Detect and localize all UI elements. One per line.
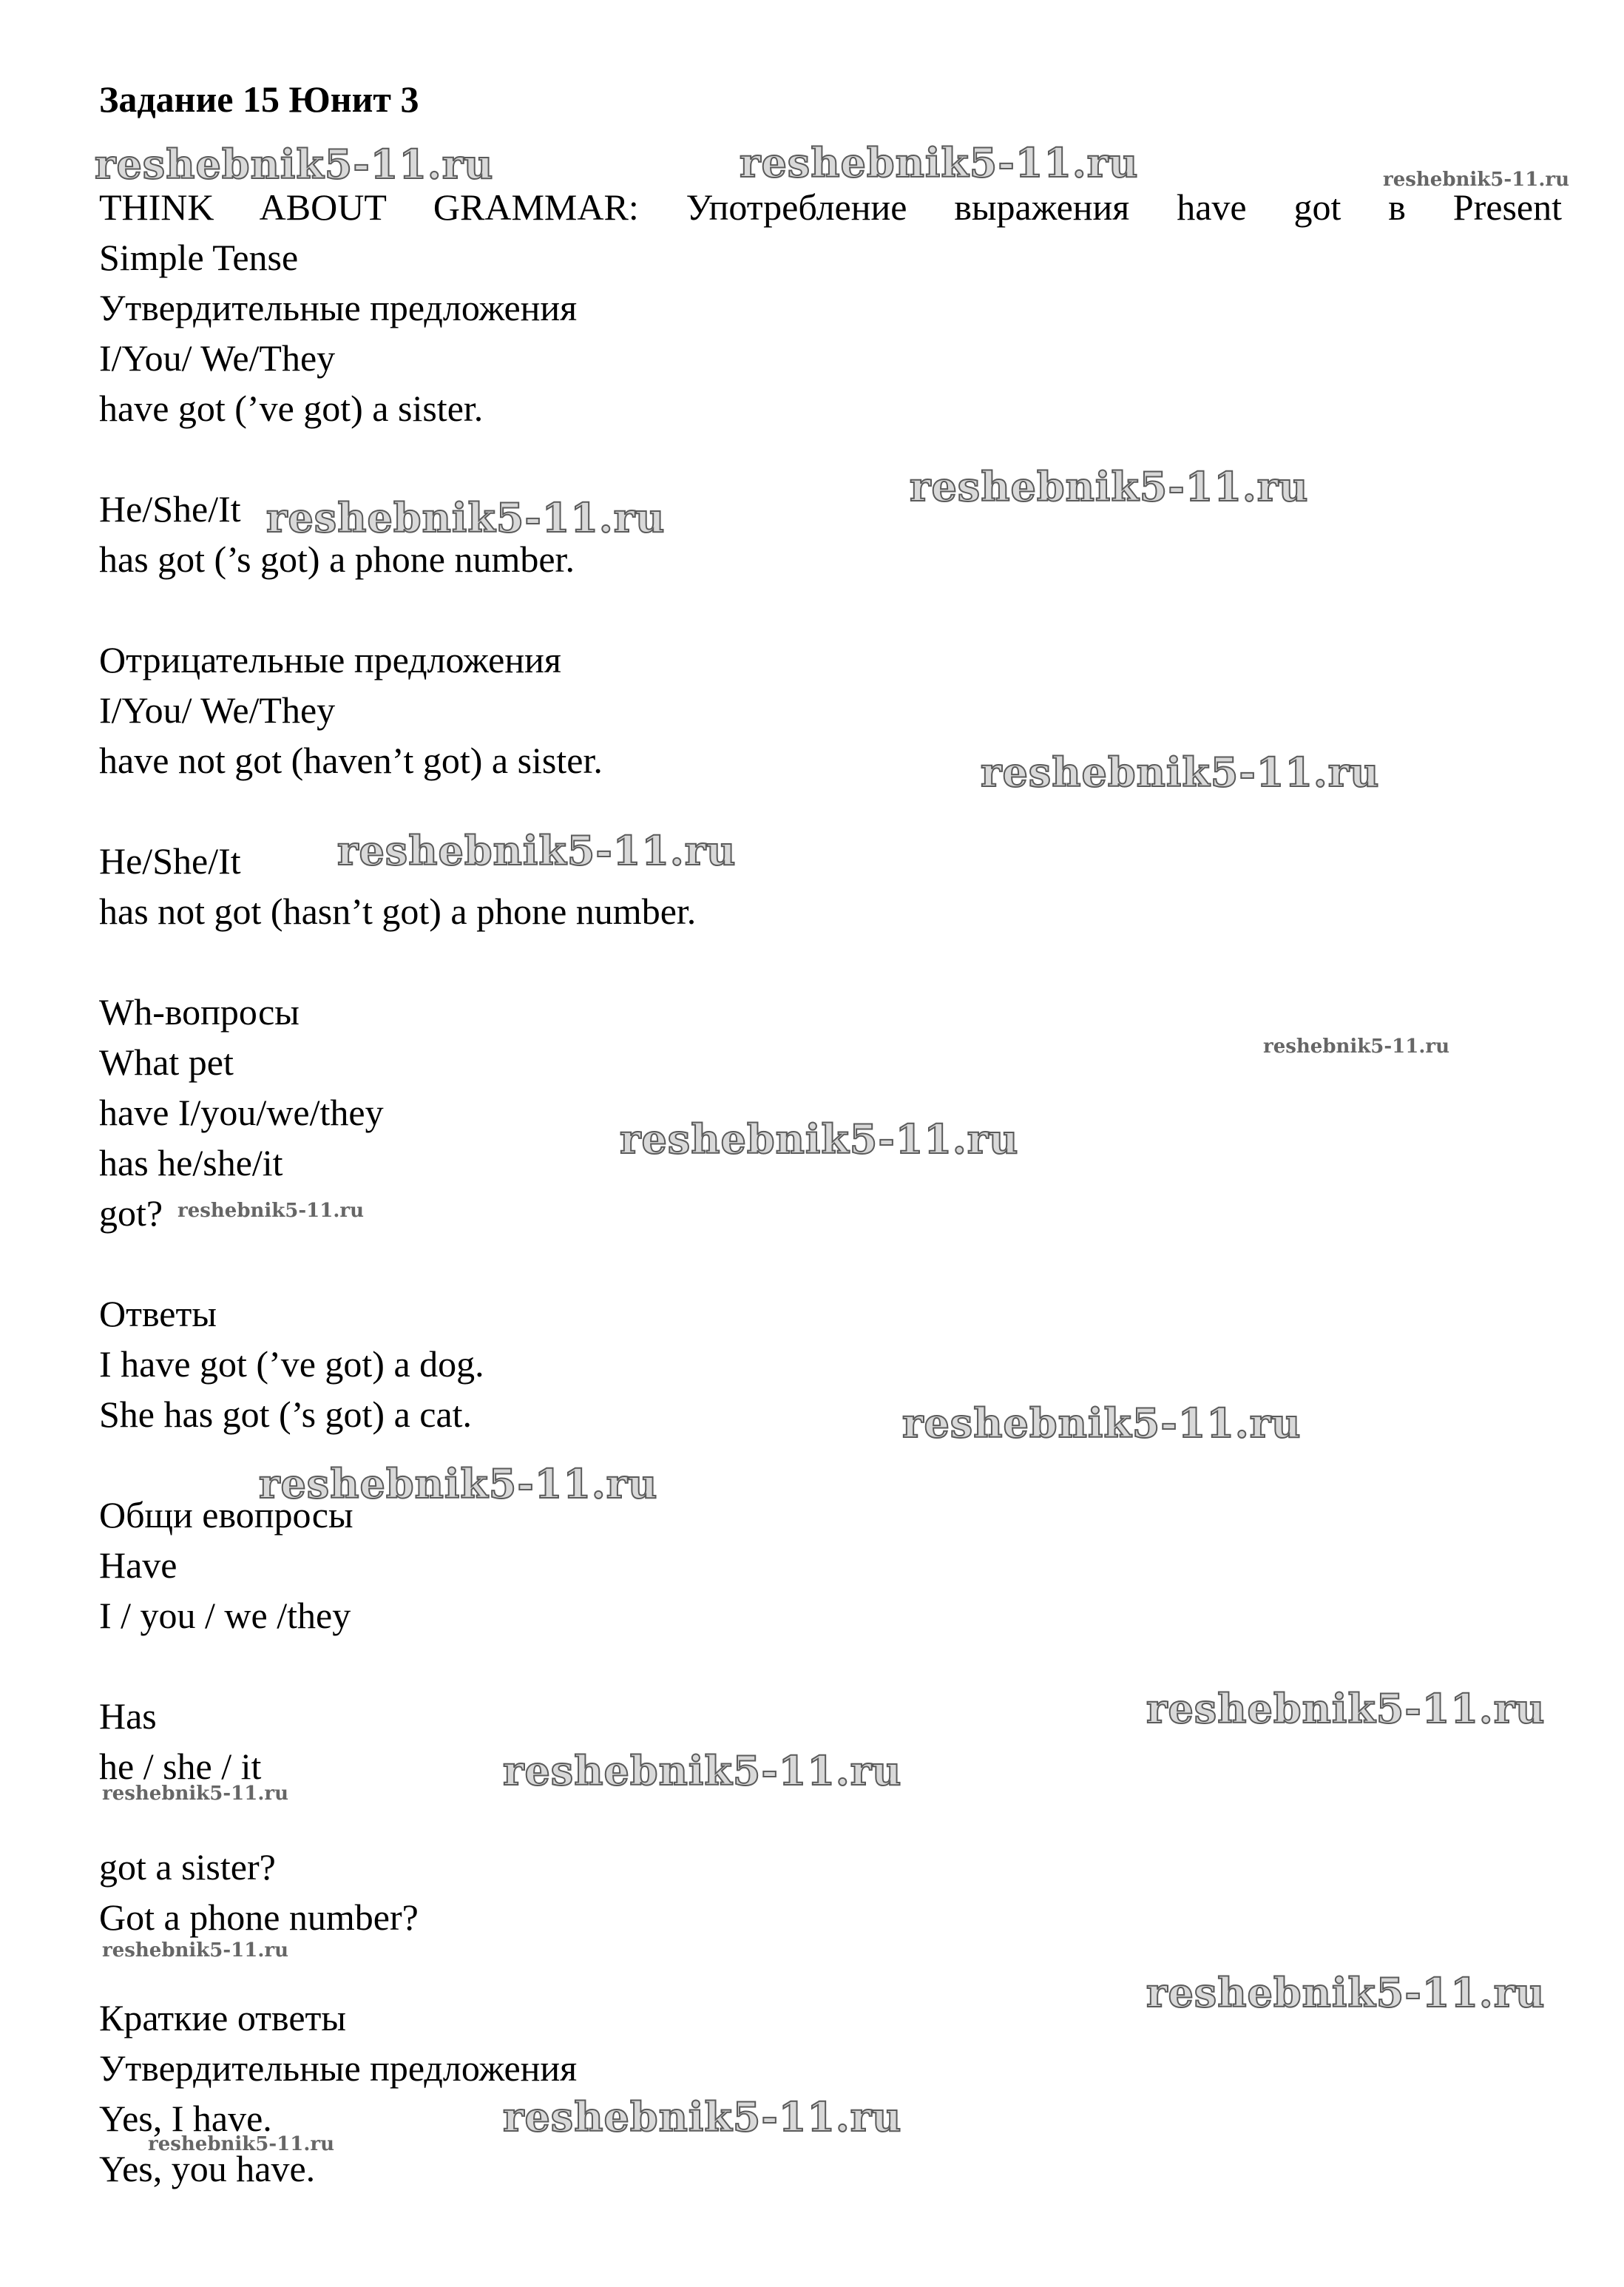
watermark: reshebnik5-11.ru [620,1115,1019,1163]
watermark: reshebnik5-11.ru [910,463,1309,510]
general-questions-line4: he / she / it [99,1746,262,1787]
watermark: reshebnik5-11.ru [1263,1036,1450,1058]
general-questions-line5: got a sister? [99,1846,276,1888]
general-questions-label: Общи евопросы [99,1494,353,1536]
affirmative-label: Утвердительные предложения [99,287,578,328]
watermark: reshebnik5-11.ru [1146,1969,1546,2016]
watermark: reshebnik5-11.ru [1383,169,1570,191]
affirmative-pronouns-singular: He/She/It [99,488,241,530]
general-questions-line1: Have [99,1544,177,1586]
watermark: reshebnik5-11.ru [102,1783,289,1805]
watermark: reshebnik5-11.ru [902,1399,1302,1447]
general-questions-line2: I / you / we /they [99,1595,351,1636]
short-answers-line1: Yes, I have. [99,2098,272,2139]
affirmative-pronouns-plural: I/You/ We/They [99,337,336,379]
watermark: reshebnik5-11.ru [503,2093,902,2141]
watermark: reshebnik5-11.ru [177,1200,365,1222]
grammar-heading-line2: Simple Tense [99,237,299,278]
affirmative-example-singular: has got (’s got) a phone number. [99,538,575,580]
negative-pronouns-singular: He/She/It [99,840,241,882]
short-answers-label: Краткие ответы [99,1997,346,2038]
watermark: reshebnik5-11.ru [1146,1685,1546,1732]
watermark: reshebnik5-11.ru [503,1747,902,1794]
answers-line1: I have got (’ve got) a dog. [99,1343,484,1385]
watermark: reshebnik5-11.ru [102,1939,289,1962]
watermark: reshebnik5-11.ru [266,494,666,541]
negative-label: Отрицательные предложения [99,639,561,680]
general-questions-line6: Got a phone number? [99,1896,419,1938]
watermark: reshebnik5-11.ru [337,827,737,874]
watermark: reshebnik5-11.ru [740,139,1139,186]
short-answers-line2: Yes, you have. [99,2148,316,2189]
wh-questions-label: Wh-вопросы [99,991,300,1033]
answers-line2: She has got (’s got) a cat. [99,1394,473,1435]
watermark: reshebnik5-11.ru [259,1460,658,1507]
short-answers-sublabel: Утвердительные предложения [99,2047,578,2089]
general-questions-line3: Has [99,1695,157,1737]
page-title: Задание 15 Юнит 3 [99,78,419,120]
negative-example-plural: have not got (haven’t got) a sister. [99,740,603,781]
grammar-heading-line1: THINK ABOUT GRAMMAR: Употребление выражения have got в Present [99,186,1562,228]
watermark: reshebnik5-11.ru [95,141,494,188]
affirmative-example-plural: have got (’ve got) a sister. [99,388,484,429]
wh-questions-line3: has he/she/it [99,1142,283,1183]
wh-questions-line1: What pet [99,1041,234,1083]
wh-questions-line2: have I/you/we/they [99,1092,384,1133]
wh-questions-line4: got? [99,1192,163,1234]
answers-label: Ответы [99,1293,217,1334]
watermark: reshebnik5-11.ru [981,749,1380,796]
negative-pronouns-plural: I/You/ We/They [99,689,336,731]
negative-example-singular: has not got (hasn’t got) a phone number. [99,891,697,932]
watermark: reshebnik5-11.ru [148,2133,335,2155]
